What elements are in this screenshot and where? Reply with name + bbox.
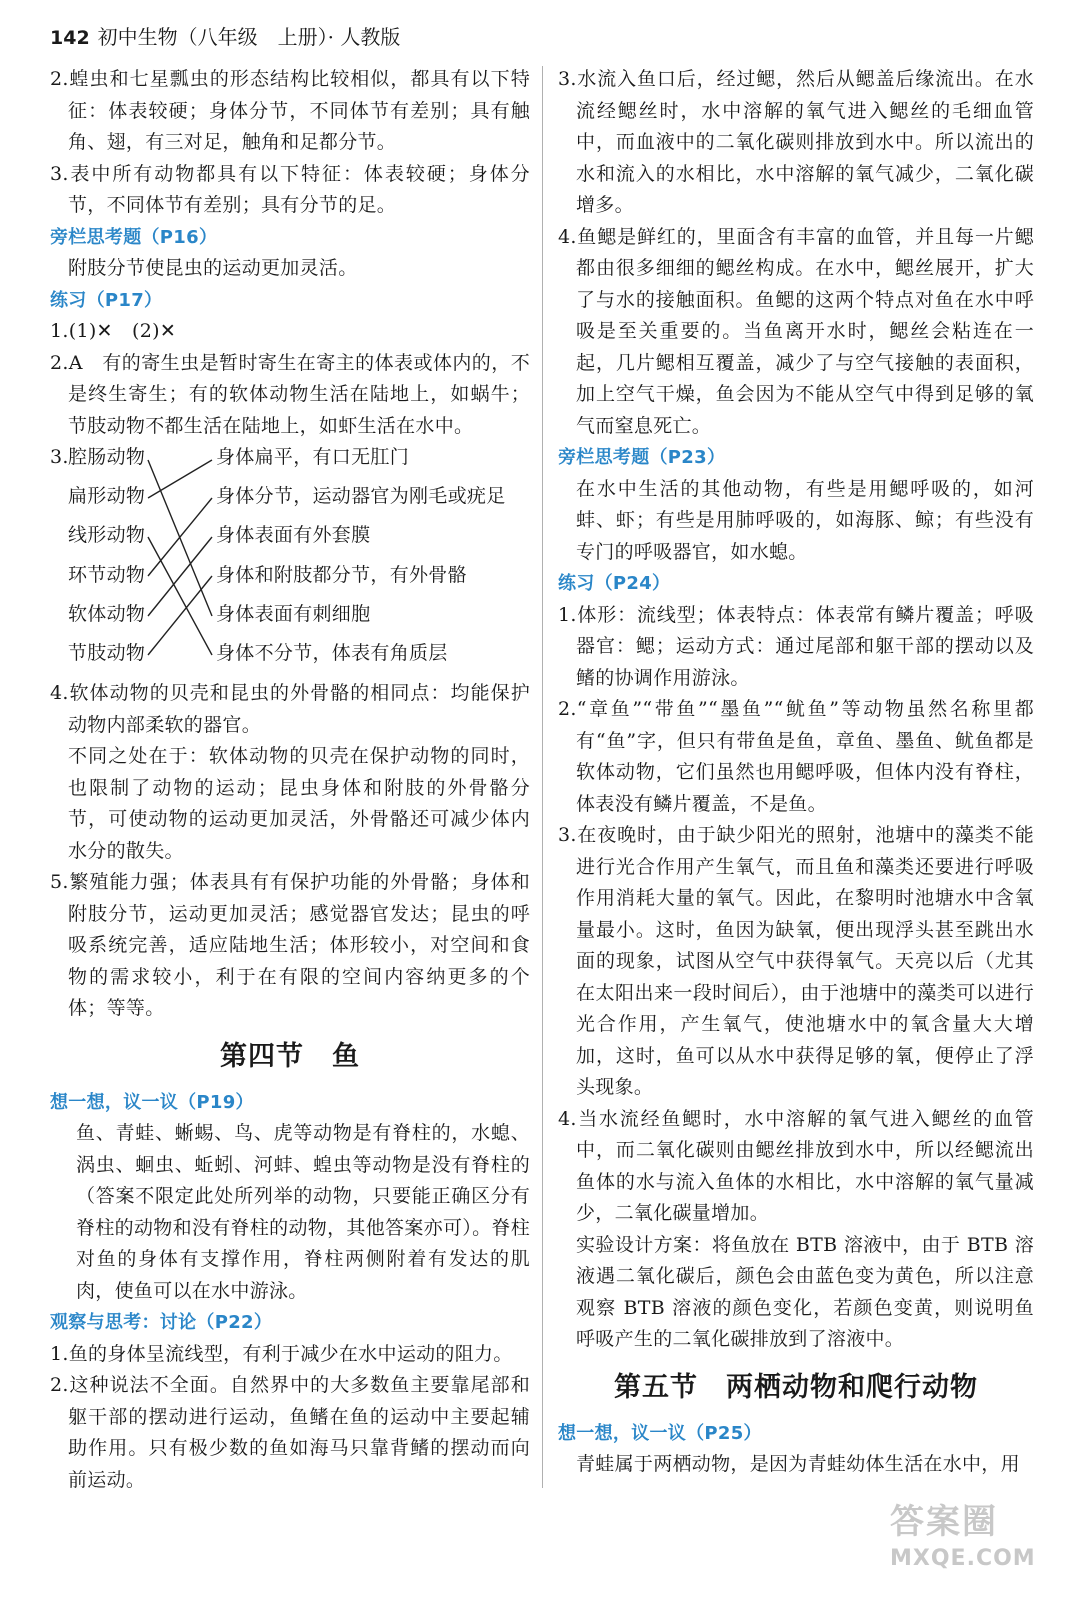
answer-paragraph: 1.鱼的身体呈流线型，有利于减少在水中运动的阻力。 [50, 1342, 513, 1365]
watermark-text: 答案圈 [890, 1502, 998, 1542]
section-heading: 旁栏思考题（P16） [50, 226, 218, 248]
left-column [50, 64, 530, 1496]
match-right-item: 身体表面有刺细胞 [216, 603, 371, 625]
match-line [148, 576, 212, 655]
answer-paragraph: 2.蝗虫和七星瓢虫的形态结构比较相似，都具有以下特征：体表较硬；身体分节，不同体节有差别；具有触角、翅，有三对足，触角和足都分节。 [50, 68, 530, 153]
section-title: 第四节 鱼 [220, 1040, 360, 1072]
match-right-item: 身体不分节，体表有角质层 [216, 642, 448, 664]
match-line [148, 498, 212, 576]
match-left-item: 腔肠动物 [68, 446, 146, 468]
answer-paragraph: 实验设计方案：将鱼放在 BTB 溶液中，由于 BTB 溶液遇二氧化碳后，颜色会由蓝色变为黄色，所以注意观察 BTB 溶液的颜色变化，若颜色变黄，则说明鱼呼吸产生的二氧化碳排放到了溶液中。 [576, 1233, 1034, 1350]
answer-paragraph: 4.软体动物的贝壳和昆虫的外骨骼的相同点：均能保护动物内部柔软的器官。 [50, 682, 530, 736]
match-left-item: 扁形动物 [68, 485, 146, 507]
answer-paragraph: 2.A 有的寄生虫是暂时寄生在寄主的体表或体内的，不是终生寄生；有的软体动物生活在陆地上，如蜗牛；节肢动物不都生活在陆地上，如虾生活在水中。 [50, 351, 530, 437]
answer-paragraph: 3.水流入鱼口后，经过鳃，然后从鳃盖后缘流出。在水流经鳃丝时，水中溶解的氧气进入鳃丝的毛细血管中，而血液中的二氧化碳则排放到水中。所以流出的水和流入的水相比，水中溶解的氧气减少，二氧化碳增多。 [558, 68, 1034, 216]
answer-paragraph: 3.在夜晚时，由于缺少阳光的照射，池塘中的藻类不能进行光合作用产生氧气，而且鱼和藻类还要进行呼吸作用消耗大量的氧气。因此，在黎明时池塘水中含氧量最小。这时，鱼因为缺氧，便出现浮头甚至跳出水面的现象，试图从空气中获得氧气。天亮以后（尤其在太阳出来一段时间后），由于池塘中的藻类可以进行光合作用，产生氧气，使池塘水中的氧含量大大增加，这时，鱼可以从水中获得足够的氧，便停止了浮头现象。 [558, 824, 1034, 1098]
section-heading: 练习（P17） [50, 289, 163, 311]
watermark-url: MXQE.COM [890, 1546, 1036, 1571]
match-right-item: 身体扁平，有口无肛门 [216, 446, 410, 468]
section-heading: 练习（P24） [558, 573, 671, 594]
answer-paragraph: 1.体形：流线型；体表特点：体表常有鳞片覆盖；呼吸器官：鳃；运动方式：通过尾部和躯干部的摆动以及鳍的协调作用游泳。 [558, 603, 1034, 689]
matching-lines [50, 442, 250, 678]
answer-paragraph: 5.繁殖能力强；体表具有有保护功能的外骨骼；身体和附肢分节，运动更加灵活；感觉器官发达；昆虫的呼吸系统完善，适应陆地生活；体形较小，对空间和食物的需求较小，利于在有限的空间内容纳更多的个体；等等。 [50, 871, 530, 1019]
match-left-item: 线形动物 [68, 524, 146, 546]
matching-prefix: 3. [50, 446, 69, 468]
section-heading: 想一想，议一议（P25） [558, 1422, 762, 1444]
page-header [50, 20, 1050, 54]
matching-exercise [50, 442, 530, 678]
match-right-item: 身体表面有外套膜 [216, 524, 371, 546]
watermark-logo [890, 1500, 1070, 1590]
answer-paragraph: 鱼、青蛙、蜥蜴、鸟、虎等动物是有脊柱的，水螅、涡虫、蛔虫、蚯蚓、河蚌、蝗虫等动物是没有脊柱的（答案不限定此处所列举的动物，只要能正确区分有脊柱的动物和没有脊柱的动物，其他答案亦可）。脊柱对鱼的身体有支撑作用，脊柱两侧附着有发达的肌肉，使鱼可以在水中游泳。 [76, 1122, 530, 1302]
column-divider [542, 66, 543, 1488]
answer-paragraph: 附肢分节使昆虫的运动更加灵活。 [68, 257, 358, 279]
answer-paragraph: 2.这种说法不全面。自然界中的大多数鱼主要靠尾部和躯干部的摆动进行运动，鱼鳍在鱼的运动中主要起辅助作用。只有极少数的鱼如海马只靠背鳍的摆动而向前运动。 [50, 1374, 530, 1491]
match-right-item: 身体和附肢都分节，有外骨骼 [216, 564, 467, 586]
section-heading: 旁栏思考题（P23） [558, 447, 726, 468]
match-line [148, 460, 212, 498]
answer-paragraph: 4.当水流经鱼鳃时，水中溶解的氧气进入鳃丝的血管中，而二氧化碳则由鳃丝排放到水中，所以经鳃流出鱼体的水与流入鱼体的水相比，水中溶解的氧气量减少，二氧化碳量增加。 [558, 1107, 1034, 1224]
match-left-item: 软体动物 [68, 603, 146, 625]
answer-paragraph: 青蛙属于两栖动物，是因为青蛙幼体生活在水中，用 [576, 1453, 1020, 1475]
match-line [148, 537, 212, 655]
match-left-item: 环节动物 [68, 564, 146, 586]
section-heading: 观察与思考：讨论（P22） [50, 1312, 273, 1333]
answer-paragraph: 1.(1)✕ (2)✕ [50, 320, 177, 342]
answer-paragraph: 3.表中所有动物都具有以下特征：体表较硬；身体分节，不同体节有差别；具有分节的足。 [50, 162, 530, 216]
answer-paragraph: 2.“章鱼”“带鱼”“墨鱼”“鱿鱼”等动物虽然名称里都有“鱼”字，但只有带鱼是鱼，章鱼、墨鱼、鱿鱼都是软体动物，它们虽然也用鳃呼吸，但体内没有脊柱，体表没有鳞片覆盖，不是鱼。 [558, 698, 1034, 815]
match-line [148, 537, 212, 616]
section-title: 第五节 两栖动物和爬行动物 [614, 1371, 978, 1403]
page-number: 142 [50, 27, 90, 49]
answer-paragraph: 在水中生活的其他动物，有些是用鳃呼吸的，如河蚌、虾；有些是用肺呼吸的，如海豚、鲸；有些没有专门的呼吸器官，如水螅。 [576, 477, 1034, 563]
book-title: 初中生物（八年级 上册）· 人教版 [97, 25, 401, 49]
match-left-item: 节肢动物 [68, 642, 146, 664]
match-right-item: 身体分节，运动器官为刚毛或疣足 [216, 485, 506, 507]
section-heading: 想一想，议一议（P19） [50, 1091, 254, 1113]
answer-paragraph: 不同之处在于：软体动物的贝壳在保护动物的同时，也限制了动物的运动；昆虫身体和附肢的外骨骼分节，可使动物的运动更加灵活，外骨骼还可减少体内水分的散失。 [68, 745, 530, 862]
answer-paragraph: 4.鱼鳃是鲜红的，里面含有丰富的血管，并且每一片鳃都由很多细细的鳃丝构成。在水中，鳃丝展开，扩大了与水的接触面积。鱼鳃的这两个特点对鱼在水中呼吸是至关重要的。当鱼离开水时，鳃丝会粘连在一起，几片鳃相互覆盖，减少了与空气接触的表面积，加上空气干燥，鱼会因为不能从空气中得到足够的氧气而窒息死亡。 [558, 225, 1034, 437]
right-column [558, 64, 1034, 1481]
